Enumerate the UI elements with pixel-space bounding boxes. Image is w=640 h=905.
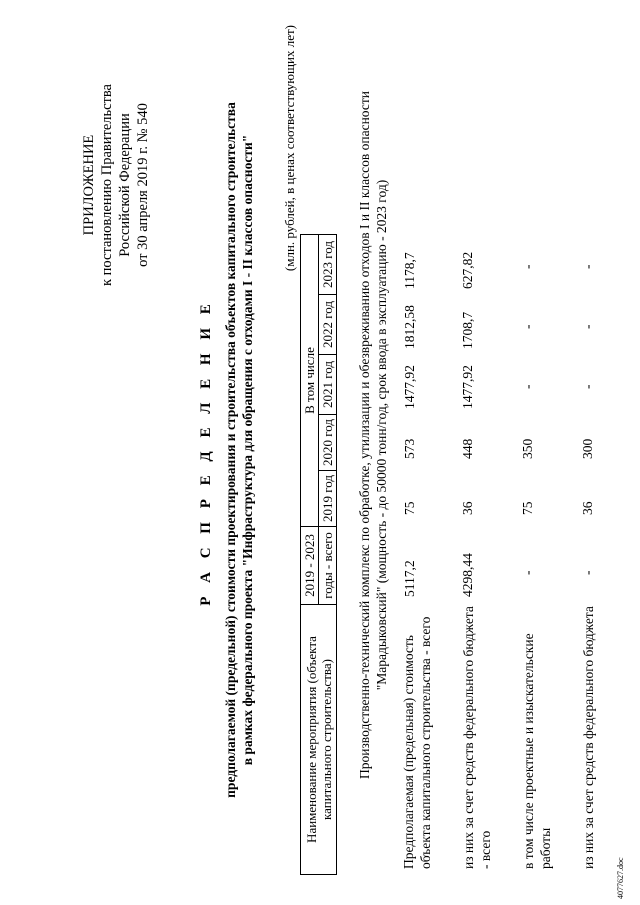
col-incl-header: В том числе: [301, 235, 319, 527]
row-total: 4298,44: [460, 553, 475, 597]
subtitle-line-1: предполагаемой (предельной) стоимости проектирования и строительства объектов капитального строительства: [223, 102, 238, 798]
row-2023: -: [580, 264, 595, 269]
table-row: [400, 609, 434, 869]
row-2022: 1708,7: [460, 311, 475, 349]
row-2022: -: [520, 324, 535, 329]
row-2019: 75: [520, 501, 535, 515]
document-title: Р А С П Р Е Д Е Л Е Н И Е: [198, 299, 214, 606]
row-2021: -: [520, 384, 535, 389]
row-label: из них за счет средств федерального бюджета - всего: [461, 606, 493, 869]
row-2020: 448: [460, 438, 475, 459]
row-2023: -: [520, 264, 535, 269]
row-2020: 573: [402, 438, 417, 459]
row-2022: 1812,58: [402, 305, 417, 349]
project-description: [356, 35, 390, 835]
unit-note: (млн. рублей, в ценах соответствующих лет): [282, 25, 297, 272]
appendix-line-3: Российской Федерации: [117, 113, 133, 257]
row-2021: 1477,92: [402, 365, 417, 409]
row-2020: 350: [520, 438, 535, 459]
appendix-header: [80, 65, 152, 305]
row-total: -: [520, 570, 535, 575]
row-2019: 75: [402, 501, 417, 515]
table-row: [580, 599, 597, 869]
row-2019: 36: [580, 501, 595, 515]
subtitle-line-2: в рамках федерального проекта "Инфраструктура для обращения с отходами I - II классов опасности": [240, 134, 255, 766]
row-2022: -: [580, 324, 595, 329]
col-total-header-bottom: годы - всего: [319, 527, 337, 605]
col-year-2023: 2023 год: [319, 235, 337, 295]
document-reference: 4077627.doc: [616, 857, 625, 899]
col-total-header-top: 2019 - 2023: [301, 527, 319, 605]
row-total: 5117,2: [402, 560, 417, 597]
appendix-line-4: от 30 апреля 2019 г. № 540: [135, 103, 151, 267]
col-year-2021: 2021 год: [319, 355, 337, 415]
row-2023: 1178,7: [402, 252, 417, 289]
table-row: [460, 599, 494, 869]
col-name-header: Наименование мероприятия (объекта капитального строительства): [301, 605, 337, 875]
row-2023: 627,82: [460, 251, 475, 289]
row-label: из них за счет средств федерального бюджета: [581, 606, 596, 869]
row-2020: 300: [580, 438, 595, 459]
col-year-2019: 2019 год: [319, 471, 337, 527]
row-label: Предполагаемая (предельная) стоимость объекта капитального строительства - всего: [401, 616, 433, 869]
appendix-line-1: ПРИЛОЖЕНИЕ: [81, 134, 97, 236]
col-year-2020: 2020 год: [319, 415, 337, 471]
col-year-2022: 2022 год: [319, 295, 337, 355]
table-row: [520, 599, 554, 869]
appendix-line-2: к постановлению Правительства: [99, 84, 115, 286]
project-line-2: "Марадыковский" (мощность - до 50000 тонн/год, срок ввода в эксплуатацию - 2023 год): [374, 179, 389, 691]
row-2021: -: [580, 384, 595, 389]
row-label: в том числе проектные и изыскательские работы: [521, 633, 553, 869]
header-table: [300, 234, 337, 875]
row-2019: 36: [460, 501, 475, 515]
row-total: -: [580, 570, 595, 575]
row-2021: 1477,92: [460, 365, 475, 409]
document-subtitle: [222, 35, 256, 865]
project-line-1: Производственно-технический комплекс по обработке, утилизации и обезвреживанию отходов I и II классов опасности: [357, 91, 372, 779]
